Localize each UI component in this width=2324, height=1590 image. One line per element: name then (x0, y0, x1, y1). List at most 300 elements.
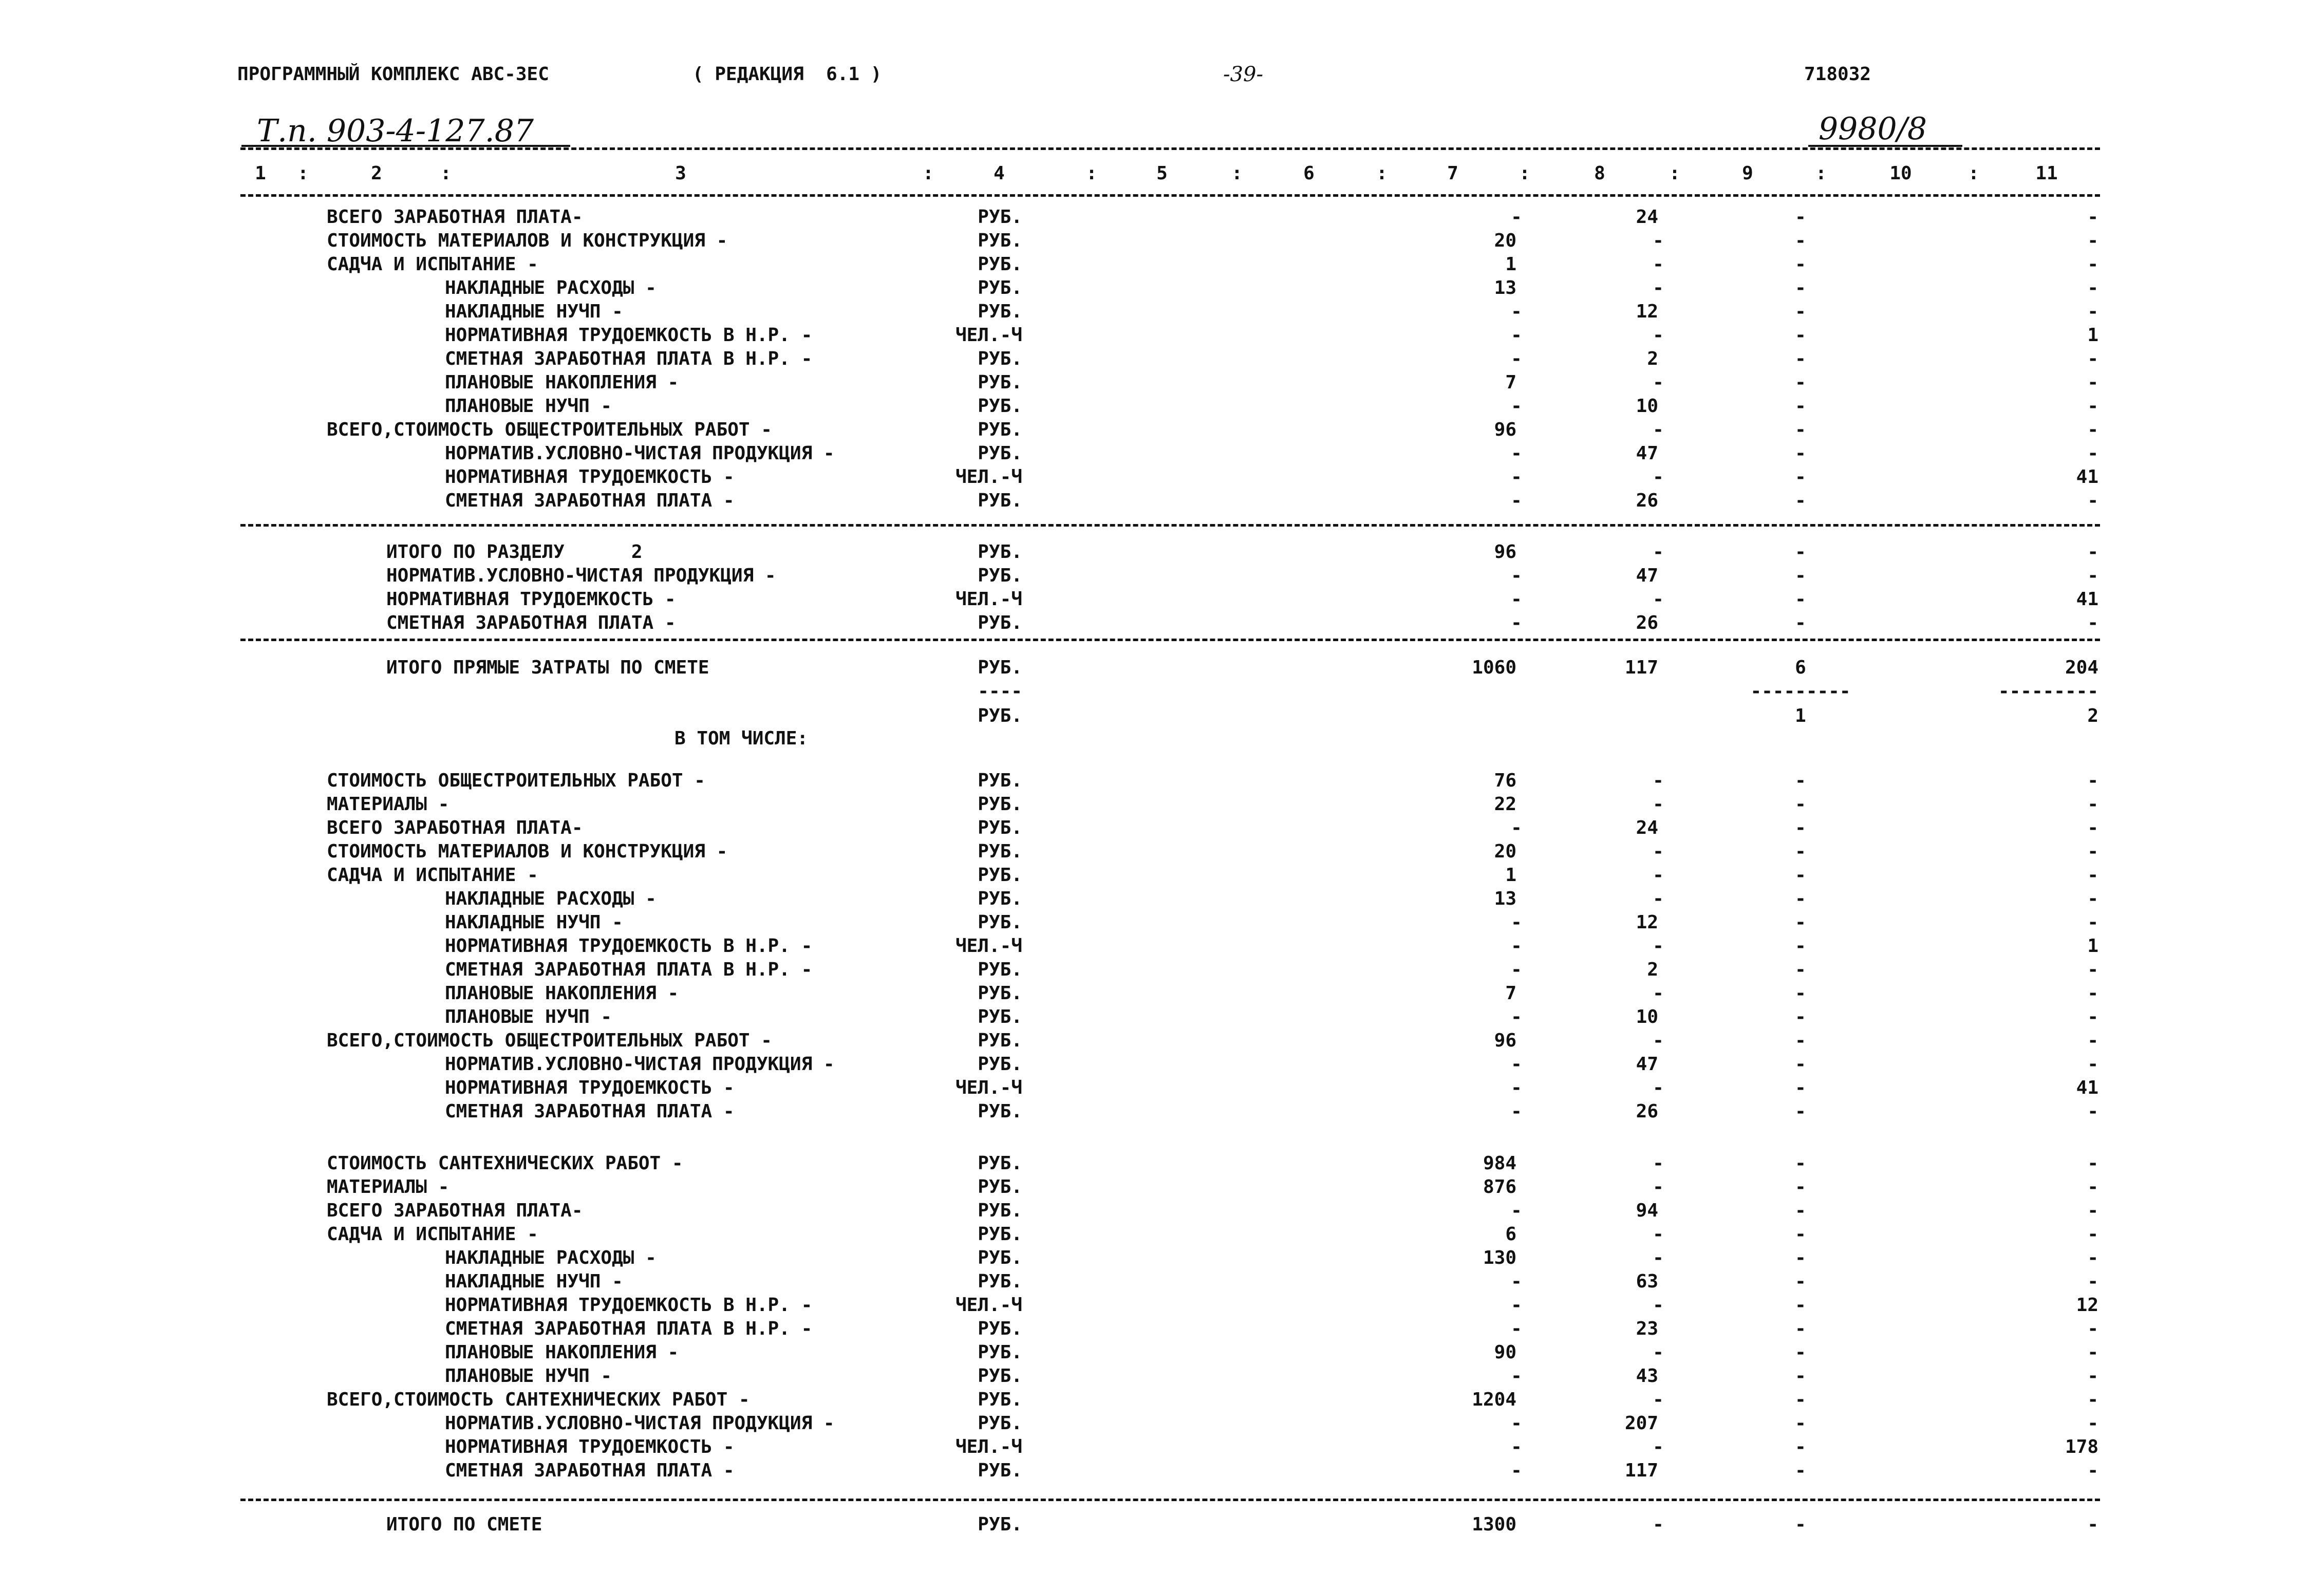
cell-col7: - (1511, 1436, 1522, 1457)
cell-col9: - (1795, 541, 1806, 563)
cell-col7: 13 (1494, 888, 1516, 909)
cell-col9: - (1795, 1054, 1806, 1075)
row-unit: РУБ. (978, 1054, 1022, 1075)
row-label: ВСЕГО ЗАРАБОТНАЯ ПЛАТА- (327, 1200, 583, 1221)
cell-col8: 2 (1647, 348, 1658, 369)
cell-col9: - (1795, 348, 1806, 369)
cell-col8: - (1653, 1077, 1664, 1098)
cell-col11: - (2087, 1006, 2098, 1027)
row-unit: РУБ. (978, 1101, 1022, 1122)
cell-col7: - (1511, 1460, 1522, 1481)
cell-col8: - (1653, 372, 1664, 393)
cell-col9: - (1795, 959, 1806, 980)
column-number-9: 9 (1742, 163, 1753, 184)
cell-col9: - (1795, 1101, 1806, 1122)
cell-col11: - (2087, 230, 2098, 251)
cell-col9: - (1795, 1460, 1806, 1481)
cell-col9: 1 (1795, 705, 1806, 726)
cell-col8: 47 (1636, 443, 1658, 464)
cell-col9: - (1795, 1176, 1806, 1198)
row-label: ВСЕГО,СТОИМОСТЬ ОБЩЕСТРОИТЕЛЬНЫХ РАБОТ - (327, 1030, 772, 1051)
cell-col7: - (1511, 612, 1522, 633)
cell-col7: 984 (1483, 1153, 1516, 1174)
cell-col7: 22 (1494, 794, 1516, 815)
row-unit: РУБ. (978, 301, 1022, 322)
row-label: МАТЕРИАЛЫ - (327, 794, 449, 815)
cell-col11: - (2087, 1460, 2098, 1481)
cell-col7: 130 (1483, 1247, 1516, 1268)
cell-col8: - (1653, 1247, 1664, 1268)
cell-col8: 26 (1636, 1101, 1658, 1122)
cell-col8: - (1653, 541, 1664, 563)
cell-col9: - (1795, 419, 1806, 440)
cell-col9: - (1795, 1436, 1806, 1457)
cell-col8: 12 (1636, 912, 1658, 933)
row-unit: РУБ. (978, 1389, 1022, 1410)
header-bottom-rule (240, 194, 2100, 197)
sheet-underline (1808, 145, 1962, 147)
cell-col8: 23 (1636, 1318, 1658, 1339)
cell-col9: - (1795, 443, 1806, 464)
row-unit: РУБ. (978, 657, 1022, 678)
row-label: НОРМАТИВНАЯ ТРУДОЕМКОСТЬ В Н.Р. - (445, 1295, 813, 1316)
cell-col8: - (1653, 1153, 1664, 1174)
cell-col8: - (1653, 1389, 1664, 1410)
row-unit: РУБ. (978, 1460, 1022, 1481)
cell-col11: - (2087, 1054, 2098, 1075)
cell-col8: - (1653, 589, 1664, 610)
row-unit: РУБ. (978, 419, 1022, 440)
cell-col9: - (1795, 1295, 1806, 1316)
cell-col9: - (1795, 1153, 1806, 1174)
cell-col9: - (1795, 396, 1806, 417)
row-label: НОРМАТИВНАЯ ТРУДОЕМКОСТЬ - (386, 589, 676, 610)
project-code: Т.п. 903-4-127.87 (257, 113, 534, 149)
column-separator: : (1519, 163, 1530, 184)
cell-col8: 117 (1624, 657, 1658, 678)
cell-col8: - (1653, 230, 1664, 251)
cell-col7: - (1511, 912, 1522, 933)
cell-col7: - (1511, 936, 1522, 957)
subtotal-dashes-col11: --------- (1998, 681, 2098, 702)
cell-col11: - (2087, 1200, 2098, 1221)
cell-col11: - (2087, 1224, 2098, 1245)
cell-col11: - (2087, 841, 2098, 862)
cell-col8: 207 (1624, 1413, 1658, 1434)
cell-col8: 94 (1636, 1200, 1658, 1221)
row-unit: ЧЕЛ.-Ч (955, 1436, 1022, 1457)
cell-col11: 178 (2065, 1436, 2098, 1457)
cell-col9: - (1795, 207, 1806, 228)
row-label: НОРМАТИВ.УСЛОВНО-ЧИСТАЯ ПРОДУКЦИЯ - (386, 565, 776, 586)
cell-col9: - (1795, 612, 1806, 633)
cell-col7: 876 (1483, 1176, 1516, 1198)
cell-col8: 117 (1624, 1460, 1658, 1481)
row-unit: ЧЕЛ.-Ч (955, 589, 1022, 610)
cell-col9: - (1795, 1342, 1806, 1363)
section-separator (240, 524, 2100, 527)
cell-col8: 47 (1636, 1054, 1658, 1075)
program-name: ПРОГРАММНЫЙ КОМПЛЕКС АВС-3ЕС (237, 64, 549, 85)
sheet-reference: 9980/8 (1819, 111, 1927, 147)
cell-col7: - (1511, 1318, 1522, 1339)
cell-col9: - (1795, 1200, 1806, 1221)
column-number-6: 6 (1303, 163, 1315, 184)
row-unit: РУБ. (978, 1365, 1022, 1387)
cell-col7: - (1511, 959, 1522, 980)
cell-col7: 1 (1505, 254, 1516, 275)
cell-col11: 41 (2076, 589, 2098, 610)
section-separator (240, 1499, 2100, 1501)
row-label: ПЛАНОВЫЕ НАКОПЛЕНИЯ - (445, 983, 679, 1004)
row-label: СТОИМОСТЬ САНТЕХНИЧЕСКИХ РАБОТ - (327, 1153, 683, 1174)
cell-col8: 26 (1636, 490, 1658, 511)
edition-label: ( РЕДАКЦИЯ 6.1 ) (692, 64, 882, 85)
column-separator: : (923, 163, 934, 184)
row-label: ВСЕГО ЗАРАБОТНАЯ ПЛАТА- (327, 817, 583, 838)
cell-col9: - (1795, 230, 1806, 251)
cell-col8: - (1653, 1030, 1664, 1051)
row-unit: РУБ. (978, 705, 1022, 726)
cell-col9: - (1795, 1247, 1806, 1268)
cell-col8: - (1653, 1342, 1664, 1363)
row-label: НАКЛАДНЫЕ НУЧП - (445, 912, 623, 933)
cell-col8: - (1653, 841, 1664, 862)
row-unit: РУБ. (978, 1514, 1022, 1535)
cell-col8: 24 (1636, 207, 1658, 228)
row-label: НАКЛАДНЫЕ НУЧП - (445, 301, 623, 322)
cell-col8: - (1653, 325, 1664, 346)
cell-col9: - (1795, 1365, 1806, 1387)
row-unit: РУБ. (978, 1200, 1022, 1221)
cell-col11: 204 (2065, 657, 2098, 678)
row-unit: РУБ. (978, 1153, 1022, 1174)
cell-col8: - (1653, 865, 1664, 886)
cell-col7: - (1511, 817, 1522, 838)
column-separator: : (1968, 163, 1979, 184)
row-unit: РУБ. (978, 443, 1022, 464)
cell-col9: - (1795, 912, 1806, 933)
cell-col9: - (1795, 589, 1806, 610)
row-label: СТОИМОСТЬ МАТЕРИАЛОВ И КОНСТРУКЦИЯ - (327, 841, 728, 862)
cell-col11: - (2087, 612, 2098, 633)
cell-col7: 7 (1505, 372, 1516, 393)
cell-col11: - (2087, 959, 2098, 980)
cell-col7: 7 (1505, 983, 1516, 1004)
column-number-5: 5 (1156, 163, 1168, 184)
cell-col9: - (1795, 325, 1806, 346)
cell-col11: - (2087, 1342, 2098, 1363)
row-unit: РУБ. (978, 565, 1022, 586)
cell-col11: - (2087, 541, 2098, 563)
cell-col7: - (1511, 1006, 1522, 1027)
cell-col9: - (1795, 1006, 1806, 1027)
cell-col7: - (1511, 466, 1522, 488)
row-unit: ЧЕЛ.-Ч (955, 466, 1022, 488)
cell-col11: - (2087, 1153, 2098, 1174)
cell-col9: - (1795, 1030, 1806, 1051)
row-unit: РУБ. (978, 1247, 1022, 1268)
row-unit: ЧЕЛ.-Ч (955, 1295, 1022, 1316)
row-label: ПЛАНОВЫЕ НУЧП - (445, 1365, 612, 1387)
cell-col7: - (1511, 1295, 1522, 1316)
row-unit: РУБ. (978, 207, 1022, 228)
cell-col7: - (1511, 1054, 1522, 1075)
document-number: 718032 (1804, 64, 1871, 85)
cell-col7: - (1511, 1077, 1522, 1098)
cell-col8: - (1653, 1436, 1664, 1457)
cell-col9: - (1795, 490, 1806, 511)
cell-col8: 63 (1636, 1271, 1658, 1292)
cell-col11: - (2087, 983, 2098, 1004)
cell-col7: - (1511, 325, 1522, 346)
cell-col8: - (1653, 419, 1664, 440)
row-label: ПЛАНОВЫЕ НУЧП - (445, 396, 612, 417)
cell-col8: - (1653, 936, 1664, 957)
cell-col11: - (2087, 817, 2098, 838)
cell-col9: - (1795, 466, 1806, 488)
column-separator: : (440, 163, 452, 184)
row-unit: ЧЕЛ.-Ч (955, 936, 1022, 957)
column-number-7: 7 (1447, 163, 1458, 184)
cell-col7: - (1511, 565, 1522, 586)
cell-col11: 41 (2076, 1077, 2098, 1098)
row-label: НОРМАТИВ.УСЛОВНО-ЧИСТАЯ ПРОДУКЦИЯ - (445, 443, 835, 464)
cell-col11: - (2087, 396, 2098, 417)
cell-col9: - (1795, 1077, 1806, 1098)
column-number-10: 10 (1889, 163, 1912, 184)
cell-col8: - (1653, 983, 1664, 1004)
column-separator: : (1376, 163, 1388, 184)
column-separator: : (1815, 163, 1827, 184)
row-label: САДЧА И ИСПЫТАНИЕ - (327, 1224, 538, 1245)
cell-col11: - (2087, 277, 2098, 298)
cell-col7: 76 (1494, 770, 1516, 791)
cell-col11: - (2087, 301, 2098, 322)
cell-col8: 24 (1636, 817, 1658, 838)
cell-col11: 2 (2087, 705, 2098, 726)
row-label: СМЕТНАЯ ЗАРАБОТНАЯ ПЛАТА - (445, 1101, 735, 1122)
cell-col7: 1204 (1472, 1389, 1516, 1410)
cell-col11: - (2087, 372, 2098, 393)
row-unit: РУБ. (978, 1006, 1022, 1027)
row-unit: ЧЕЛ.-Ч (955, 1077, 1022, 1098)
cell-col11: - (2087, 1030, 2098, 1051)
cell-col9: - (1795, 277, 1806, 298)
row-label: СТОИМОСТЬ ОБЩЕСТРОИТЕЛЬНЫХ РАБОТ - (327, 770, 705, 791)
row-label: ПЛАНОВЫЕ НУЧП - (445, 1006, 612, 1027)
cell-col7: - (1511, 589, 1522, 610)
project-underline (241, 145, 570, 147)
cell-col7: 20 (1494, 841, 1516, 862)
cell-col11: - (2087, 1318, 2098, 1339)
cell-col11: - (2087, 1365, 2098, 1387)
cell-col7: 1060 (1472, 657, 1516, 678)
cell-col11: - (2087, 794, 2098, 815)
row-unit: РУБ. (978, 865, 1022, 886)
row-label: СМЕТНАЯ ЗАРАБОТНАЯ ПЛАТА - (445, 490, 735, 511)
column-number-4: 4 (994, 163, 1005, 184)
cell-col9: - (1795, 1389, 1806, 1410)
cell-col7: 1 (1505, 865, 1516, 886)
column-separator: : (297, 163, 309, 184)
cell-col8: - (1653, 466, 1664, 488)
cell-col9: - (1795, 794, 1806, 815)
cell-col11: - (2087, 490, 2098, 511)
cell-col8: - (1653, 794, 1664, 815)
row-unit: РУБ. (978, 230, 1022, 251)
row-unit: РУБ. (978, 959, 1022, 980)
cell-col9: - (1795, 1514, 1806, 1535)
cell-col11: - (2087, 1389, 2098, 1410)
cell-col9: - (1795, 565, 1806, 586)
cell-col7: 6 (1505, 1224, 1516, 1245)
row-label: СМЕТНАЯ ЗАРАБОТНАЯ ПЛАТА В Н.Р. - (445, 1318, 813, 1339)
cell-col7: - (1511, 1101, 1522, 1122)
cell-col11: - (2087, 888, 2098, 909)
row-unit: РУБ. (978, 983, 1022, 1004)
cell-col9: - (1795, 1318, 1806, 1339)
row-label: СТОИМОСТЬ МАТЕРИАЛОВ И КОНСТРУКЦИЯ - (327, 230, 728, 251)
row-unit: РУБ. (978, 794, 1022, 815)
cell-col8: - (1653, 1514, 1664, 1535)
cell-col8: 26 (1636, 612, 1658, 633)
cell-col9: - (1795, 865, 1806, 886)
row-unit: РУБ. (978, 372, 1022, 393)
header-top-rule (240, 147, 2100, 150)
cell-col11: - (2087, 865, 2098, 886)
row-unit: РУБ. (978, 612, 1022, 633)
cell-col8: 12 (1636, 301, 1658, 322)
row-label: МАТЕРИАЛЫ - (327, 1176, 449, 1198)
cell-col11: - (2087, 1101, 2098, 1122)
cell-col7: 96 (1494, 419, 1516, 440)
column-separator: : (1231, 163, 1243, 184)
column-number-1: 1 (255, 163, 266, 184)
row-unit: РУБ. (978, 1271, 1022, 1292)
cell-col7: - (1511, 443, 1522, 464)
row-unit: РУБ. (978, 1342, 1022, 1363)
cell-col7: 96 (1494, 1030, 1516, 1051)
column-number-8: 8 (1594, 163, 1605, 184)
cell-col11: - (2087, 1413, 2098, 1434)
cell-col8: 10 (1636, 1006, 1658, 1027)
row-label: ИТОГО ПРЯМЫЕ ЗАТРАТЫ ПО СМЕТЕ (386, 657, 709, 678)
row-label: ИТОГО ПО РАЗДЕЛУ 2 (386, 541, 643, 563)
cell-col8: - (1653, 1295, 1664, 1316)
column-separator: : (1669, 163, 1680, 184)
cell-col8: - (1653, 277, 1664, 298)
row-unit: РУБ. (978, 841, 1022, 862)
row-label: СМЕТНАЯ ЗАРАБОТНАЯ ПЛАТА В Н.Р. - (445, 348, 813, 369)
row-unit: ЧЕЛ.-Ч (955, 325, 1022, 346)
unit-dashes: ---- (978, 681, 1022, 702)
in-total-heading: В ТОМ ЧИСЛЕ: (674, 728, 809, 749)
row-label: САДЧА И ИСПЫТАНИЕ - (327, 865, 538, 886)
row-label: ВСЕГО ЗАРАБОТНАЯ ПЛАТА- (327, 207, 583, 228)
cell-col7: - (1511, 1200, 1522, 1221)
cell-col8: - (1653, 1224, 1664, 1245)
row-unit: РУБ. (978, 1413, 1022, 1434)
row-label: САДЧА И ИСПЫТАНИЕ - (327, 254, 538, 275)
row-unit: РУБ. (978, 770, 1022, 791)
cell-col9: - (1795, 841, 1806, 862)
row-unit: РУБ. (978, 541, 1022, 563)
column-separator: : (1086, 163, 1097, 184)
row-unit: РУБ. (978, 277, 1022, 298)
row-unit: РУБ. (978, 490, 1022, 511)
cell-col7: 13 (1494, 277, 1516, 298)
row-label: ИТОГО ПО СМЕТЕ (386, 1514, 542, 1535)
cell-col7: - (1511, 1365, 1522, 1387)
row-label: НАКЛАДНЫЕ РАСХОДЫ - (445, 888, 657, 909)
cell-col8: - (1653, 770, 1664, 791)
row-label: НАКЛАДНЫЕ РАСХОДЫ - (445, 1247, 657, 1268)
cell-col11: - (2087, 770, 2098, 791)
cell-col11: 12 (2076, 1295, 2098, 1316)
row-label: НОРМАТИВНАЯ ТРУДОЕМКОСТЬ В Н.Р. - (445, 936, 813, 957)
section-separator (240, 639, 2100, 641)
cell-col7: - (1511, 348, 1522, 369)
cell-col7: - (1511, 490, 1522, 511)
cell-col9: 6 (1795, 657, 1806, 678)
cell-col8: - (1653, 254, 1664, 275)
cell-col8: - (1653, 1176, 1664, 1198)
cell-col9: - (1795, 770, 1806, 791)
cell-col9: - (1795, 1413, 1806, 1434)
cell-col11: - (2087, 207, 2098, 228)
row-label: НОРМАТИВ.УСЛОВНО-ЧИСТАЯ ПРОДУКЦИЯ - (445, 1413, 835, 1434)
cell-col8: 47 (1636, 565, 1658, 586)
page-number: -39- (1223, 63, 1263, 86)
cell-col9: - (1795, 1271, 1806, 1292)
cell-col9: - (1795, 254, 1806, 275)
row-label: ВСЕГО,СТОИМОСТЬ САНТЕХНИЧЕСКИХ РАБОТ - (327, 1389, 750, 1410)
cell-col9: - (1795, 372, 1806, 393)
row-label: СМЕТНАЯ ЗАРАБОТНАЯ ПЛАТА - (445, 1460, 735, 1481)
row-label: НАКЛАДНЫЕ РАСХОДЫ - (445, 277, 657, 298)
cell-col9: - (1795, 1224, 1806, 1245)
row-label: НОРМАТИВНАЯ ТРУДОЕМКОСТЬ В Н.Р. - (445, 325, 813, 346)
row-label: НОРМАТИВНАЯ ТРУДОЕМКОСТЬ - (445, 1077, 735, 1098)
cell-col11: 1 (2087, 325, 2098, 346)
row-unit: РУБ. (978, 888, 1022, 909)
cell-col11: - (2087, 443, 2098, 464)
cell-col7: - (1511, 207, 1522, 228)
row-label: ВСЕГО,СТОИМОСТЬ ОБЩЕСТРОИТЕЛЬНЫХ РАБОТ - (327, 419, 772, 440)
cell-col11: - (2087, 1271, 2098, 1292)
cell-col7: 1300 (1472, 1514, 1516, 1535)
cell-col11: - (2087, 912, 2098, 933)
cell-col7: - (1511, 1413, 1522, 1434)
row-unit: РУБ. (978, 817, 1022, 838)
row-label: ПЛАНОВЫЕ НАКОПЛЕНИЯ - (445, 1342, 679, 1363)
cell-col7: 20 (1494, 230, 1516, 251)
cell-col9: - (1795, 936, 1806, 957)
cell-col8: - (1653, 888, 1664, 909)
cell-col11: - (2087, 1247, 2098, 1268)
row-unit: РУБ. (978, 348, 1022, 369)
cell-col7: 96 (1494, 541, 1516, 563)
cell-col7: - (1511, 301, 1522, 322)
cell-col11: 1 (2087, 936, 2098, 957)
cell-col7: - (1511, 1271, 1522, 1292)
cell-col7: 90 (1494, 1342, 1516, 1363)
column-number-3: 3 (675, 163, 686, 184)
row-label: НОРМАТИВНАЯ ТРУДОЕМКОСТЬ - (445, 1436, 735, 1457)
cell-col11: - (2087, 348, 2098, 369)
row-unit: РУБ. (978, 1176, 1022, 1198)
